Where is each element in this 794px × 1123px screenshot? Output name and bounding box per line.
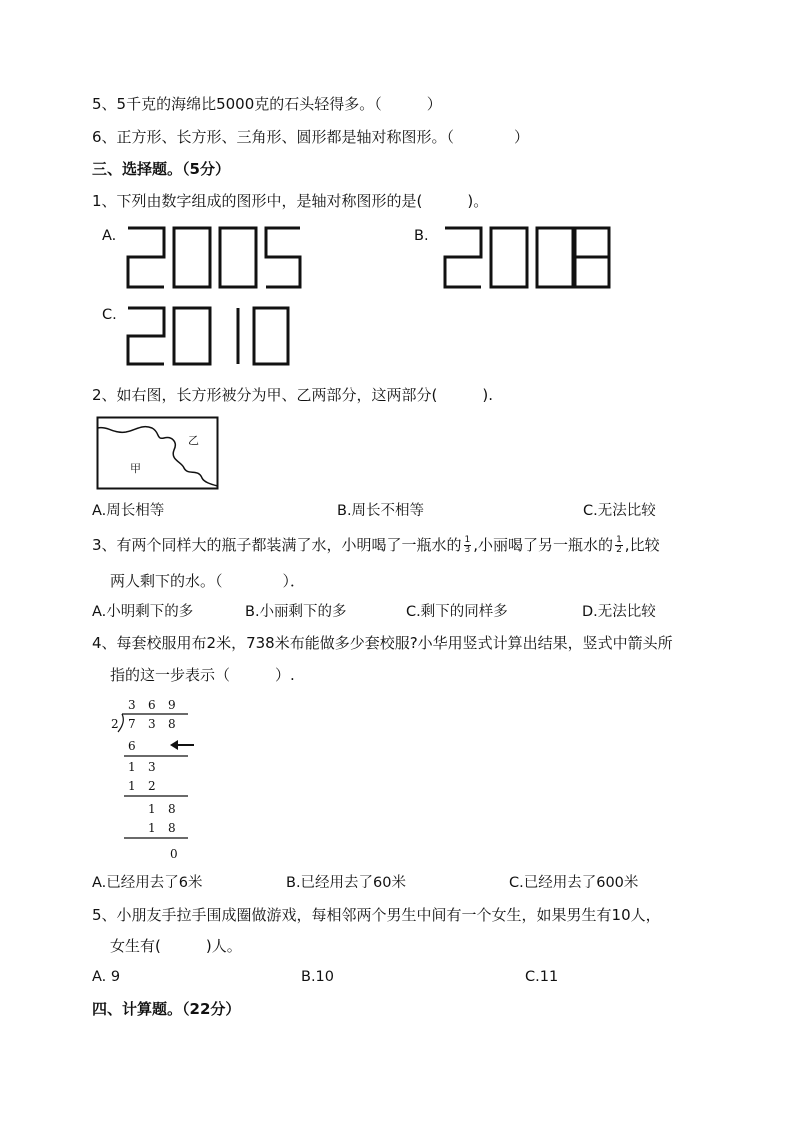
q3-text-a: 3、有两个同样大的瓶子都装满了水，小明喝了一瓶水的 (92, 536, 462, 554)
q3-option-b: B.小丽剩下的多 (245, 604, 347, 620)
q2-label-b: 乙 (188, 434, 199, 447)
judge-question-6: 6、正方形、长方形、三角形、圆形都是轴对称图形。（ ） (92, 128, 530, 146)
quotient-digit-1: 3 (128, 698, 136, 712)
q5-option-c: C.11 (525, 969, 559, 985)
judge-question-5: 5、5千克的海绵比5000克的石头轻得多。（ ） (92, 95, 442, 113)
remainder: 0 (170, 847, 178, 861)
choice-question-5-line1: 5、小朋友手拉手围成圈做游戏，每相邻两个男生中间有一个女生，如果男生有10人， (92, 906, 661, 924)
q3-fraction-1 (464, 536, 472, 555)
quotient-digit-2: 6 (148, 698, 156, 712)
q3-text-c: ,比较 (624, 536, 660, 554)
q4-option-a: A.已经用去了6米 (92, 875, 203, 891)
q3-frac2-denominator: 2 (616, 545, 622, 555)
q3-option-c: C.剩下的同样多 (406, 604, 508, 620)
q3-text-b: ,小丽喝了另一瓶水的 (473, 536, 614, 554)
long-division-figure (108, 696, 198, 864)
section-heading-calculation: 四、计算题。（22分） (92, 1000, 241, 1018)
q1-option-b-label: B. (414, 228, 429, 244)
step4-digit-2: 8 (168, 802, 176, 816)
q2-option-c: C.无法比较 (583, 503, 656, 519)
section-heading-choice: 三、选择题。（5分） (92, 160, 230, 178)
q5-option-a: A. 9 (92, 969, 121, 985)
choice-question-1: 1、下列由数字组成的图形中，是轴对称图形的是( )。 (92, 192, 489, 210)
q5-option-b: B.10 (301, 969, 335, 985)
dividend-digit-2: 3 (148, 717, 156, 731)
step5-digit-2: 8 (168, 821, 176, 835)
q3-option-d: D.无法比较 (582, 604, 656, 620)
q1-option-c-figure (126, 306, 292, 368)
q3-frac2-numerator: 1 (616, 535, 622, 545)
q1-option-c-label: C. (102, 307, 117, 323)
q1-option-a-label: A. (102, 228, 117, 244)
q3-frac1-numerator: 1 (464, 535, 471, 545)
quotient-digit-3: 9 (168, 698, 176, 712)
q4-option-c: C.已经用去了600米 (509, 875, 639, 891)
q2-rectangle-figure (96, 416, 220, 492)
dividend-digit-3: 8 (168, 717, 176, 731)
choice-question-3-line2: 两人剩下的水。（ ）． (110, 572, 306, 590)
q2-option-b: B.周长不相等 (337, 503, 425, 519)
q2-option-a: A.周长相等 (92, 503, 165, 519)
step2-digit-1: 1 (128, 760, 136, 774)
step4-digit-1: 1 (148, 802, 156, 816)
arrow-icon (170, 740, 194, 750)
q3-frac1-denominator: 3 (464, 545, 471, 555)
q3-option-a: A.小明剩下的多 (92, 604, 194, 620)
choice-question-3-line1 (92, 535, 660, 555)
q2-label-a: 甲 (130, 462, 141, 475)
step3-digit-1: 1 (128, 779, 136, 793)
dividend-digit-1: 7 (128, 717, 136, 731)
q3-fraction-2 (615, 536, 623, 555)
step3-digit-2: 2 (148, 779, 156, 793)
q1-option-a-figure (126, 226, 302, 290)
q1-option-b-figure (443, 226, 613, 290)
step5-digit-1: 1 (148, 821, 156, 835)
choice-question-4-line2: 指的这一步表示（ ）. (110, 666, 295, 684)
q4-option-b: B.已经用去了60米 (286, 875, 407, 891)
choice-question-5-line2: 女生有( )人。 (110, 937, 242, 955)
step1-digit: 6 (128, 739, 136, 753)
choice-question-2: 2、如右图，长方形被分为甲、乙两部分，这两部分( ). (92, 386, 494, 404)
step2-digit-2: 3 (148, 760, 156, 774)
choice-question-4-line1: 4、每套校服用布2米，738米布能做多少套校服?小华用竖式计算出结果，竖式中箭头所 (92, 634, 673, 652)
divisor: 2 (111, 717, 119, 731)
